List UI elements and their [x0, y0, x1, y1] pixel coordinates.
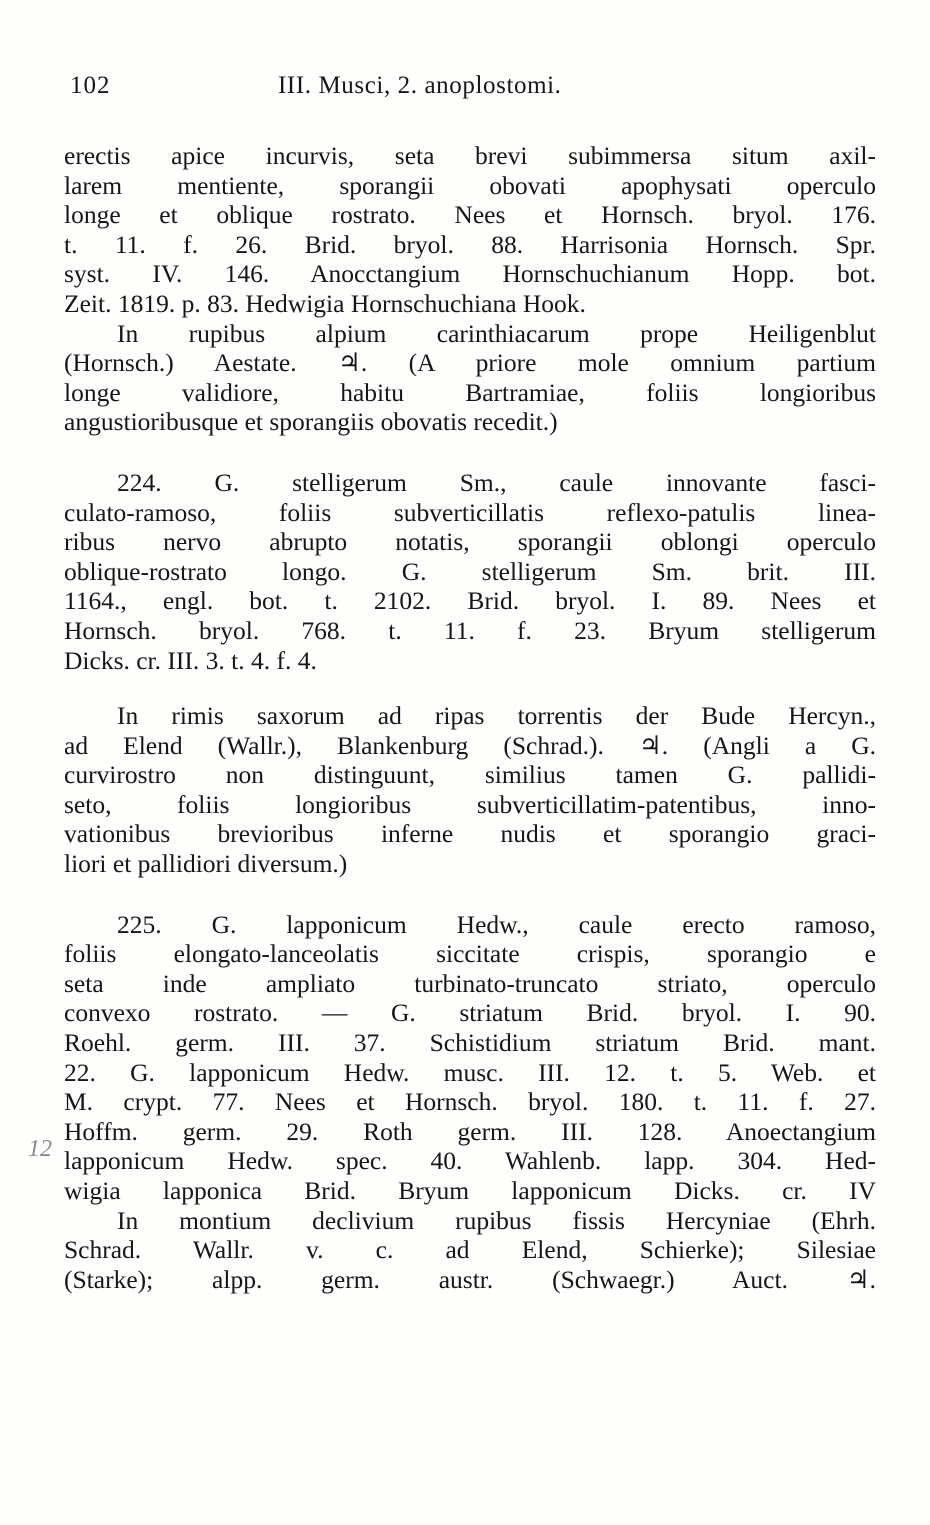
text-line: M. crypt. 77. Nees et Hornsch. bryol. 180. t. 11. f. 27.: [64, 1087, 876, 1117]
text-line: larem mentiente, sporangii obovati apophysati operculo: [64, 170, 876, 200]
text-line: 1164., engl. bot. t. 2102. Brid. bryol. I. 89. Nees et: [64, 586, 876, 616]
margin-annotation: 12: [28, 1136, 52, 1162]
text-body: [64, 141, 876, 1294]
text-line: In montium declivium rupibus fissis Hercyniae (Ehrh.: [117, 1205, 876, 1235]
text-line: 22. G. lapponicum Hedw. musc. III. 12. t. 5. Web. et: [64, 1057, 876, 1087]
text-line: longe validiore, habitu Bartramiae, foliis longioribus: [64, 377, 876, 407]
species-heading-224: 224. G. stelligerum Sm., caule innovante fasci-: [117, 467, 876, 497]
text-line: ribus nervo abrupto notatis, sporangii oblongi operculo: [64, 527, 876, 557]
text-line: In rimis saxorum ad ripas torrentis der Bude Hercyn.,: [117, 701, 876, 731]
running-head: III. Musci, 2. anoplostomi.: [278, 72, 562, 99]
page-number: 102: [70, 72, 111, 99]
text-line: (Starke); alpp. germ. austr. (Schwaegr.) Auct. ♃.: [64, 1264, 876, 1294]
text-line: longe et oblique rostrato. Nees et Hornsch. bryol. 176.: [64, 200, 876, 230]
text-line: Hoffm. germ. 29. Roth germ. III. 128. Anoectangium: [64, 1116, 876, 1146]
text-line: Dicks. cr. III. 3. t. 4. f. 4.: [64, 645, 317, 675]
text-line: Zeit. 1819. p. 83. Hedwigia Hornschuchiana Hook.: [64, 288, 586, 318]
text-line: angustioribusque et sporangiis obovatis recedit.): [64, 407, 558, 437]
text-line: In rupibus alpium carinthiacarum prope Heiligenblut: [117, 318, 876, 348]
text-line: erectis apice incurvis, seta brevi subimmersa situm axil-: [64, 141, 876, 170]
text-line: culato-ramoso, foliis subverticillatis reflexo-patulis linea-: [64, 497, 876, 527]
text-line: lapponicum Hedw. spec. 40. Wahlenb. lapp. 304. Hed-: [64, 1146, 876, 1176]
text-line: (Hornsch.) Aestate. ♃. (A priore mole omnium partium: [64, 348, 876, 378]
species-heading-225: 225. G. lapponicum Hedw., caule erecto ramoso,: [117, 909, 876, 939]
text-line: curvirostro non distinguunt, similius tamen G. pallidi-: [64, 760, 876, 790]
text-line: wigia lapponica Brid. Bryum lapponicum Dicks. cr. IV: [64, 1176, 876, 1205]
text-line: ad Elend (Wallr.), Blankenburg (Schrad.). ♃. (Angli a G.: [64, 730, 876, 760]
text-line: t. 11. f. 26. Brid. bryol. 88. Harrisonia Hornsch. Spr.: [64, 229, 876, 259]
text-line: convexo rostrato. — G. striatum Brid. bryol. I. 90.: [64, 998, 876, 1028]
text-line: seta inde ampliato turbinato-truncato striato, operculo: [64, 968, 876, 998]
text-line: liori et pallidiori diversum.): [64, 849, 348, 879]
text-line: seto, foliis longioribus subverticillatim-patentibus, inno-: [64, 789, 876, 819]
text-line: vationibus brevioribus inferne nudis et sporangio graci-: [64, 819, 876, 849]
text-line: syst. IV. 146. Anocctangium Hornschuchianum Hopp. bot.: [64, 259, 876, 289]
page-header: [70, 72, 870, 112]
text-line: Schrad. Wallr. v. c. ad Elend, Schierke); Silesiae: [64, 1235, 876, 1265]
text-line: Hornsch. bryol. 768. t. 11. f. 23. Bryum stelligerum: [64, 615, 876, 645]
text-line: oblique-rostrato longo. G. stelligerum Sm. brit. III.: [64, 556, 876, 586]
text-line: foliis elongato-lanceolatis siccitate crispis, sporangio e: [64, 939, 876, 969]
text-line: Roehl. germ. III. 37. Schistidium striatum Brid. mant.: [64, 1028, 876, 1058]
